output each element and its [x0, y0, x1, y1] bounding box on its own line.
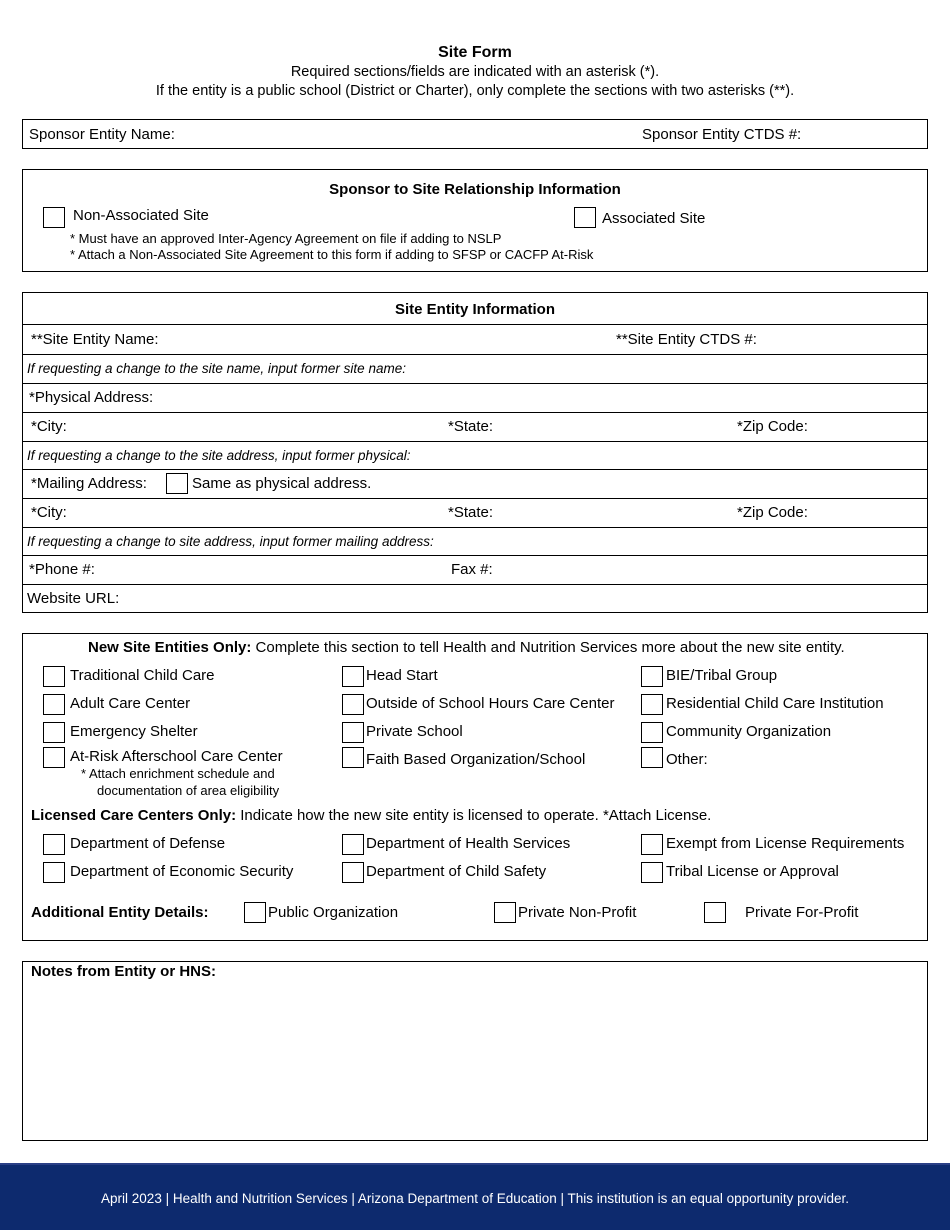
new-site-intro-bold: New Site Entities Only:	[88, 639, 252, 656]
mailing-zip-field[interactable]: *Zip Code:	[737, 504, 808, 521]
relationship-section	[22, 169, 928, 272]
physical-address-field[interactable]: *Physical Address:	[29, 389, 154, 406]
former-mailing-field[interactable]: If requesting a change to site address, input former mailing address:	[27, 533, 434, 549]
sponsor-entity-ctds-field[interactable]: Sponsor Entity CTDS #:	[642, 126, 802, 143]
other-label: Other:	[666, 751, 708, 768]
traditional-child-care-checkbox[interactable]	[43, 666, 65, 687]
dept-child-safety-checkbox[interactable]	[342, 862, 364, 883]
instructions-line-2: If the entity is a public school (District or Charter), only complete the sections with two asterisks (**).	[155, 83, 795, 99]
mailing-state-field[interactable]: *State:	[448, 504, 494, 521]
notes-label: Notes from Entity or HNS:	[31, 963, 217, 980]
mailing-city-row	[23, 498, 927, 527]
phone-field[interactable]: *Phone #:	[29, 561, 95, 578]
former-name-row	[23, 354, 927, 383]
faith-based-checkbox[interactable]	[342, 747, 364, 768]
head-start-label: Head Start	[366, 667, 438, 684]
associated-site-checkbox[interactable]	[574, 207, 596, 228]
tribal-license-label: Tribal License or Approval	[666, 863, 839, 880]
private-school-label: Private School	[366, 723, 463, 740]
bie-tribal-checkbox[interactable]	[641, 666, 663, 687]
sponsor-section	[22, 119, 928, 149]
relationship-note-1: * Must have an approved Inter-Agency Agreement on file if adding to NSLP	[70, 231, 502, 246]
private-non-profit-checkbox[interactable]	[494, 902, 516, 923]
mailing-city-field[interactable]: *City:	[31, 504, 67, 521]
website-url-field[interactable]: Website URL:	[27, 590, 120, 607]
public-organization-label: Public Organization	[268, 904, 399, 921]
dept-child-safety-label: Department of Child Safety	[366, 863, 547, 880]
former-physical-field[interactable]: If requesting a change to the site address, input former physical:	[27, 447, 411, 463]
residential-child-care-label: Residential Child Care Institution	[666, 695, 884, 712]
other-checkbox[interactable]	[641, 747, 663, 768]
licensed-intro-bold: Licensed Care Centers Only:	[31, 807, 237, 824]
bie-tribal-label: BIE/Tribal Group	[666, 667, 778, 684]
private-school-checkbox[interactable]	[342, 722, 364, 743]
dept-economic-security-label: Department of Economic Security	[70, 863, 294, 880]
form-header	[0, 43, 950, 101]
physical-zip-field[interactable]: *Zip Code:	[737, 418, 808, 435]
at-risk-afterschool-checkbox[interactable]	[43, 747, 65, 768]
head-start-checkbox[interactable]	[342, 666, 364, 687]
community-organization-label: Community Organization	[666, 723, 832, 740]
dept-health-services-label: Department of Health Services	[366, 835, 571, 852]
site-entity-name-row	[23, 324, 927, 354]
footer-text: April 2023 | Health and Nutrition Services | Arizona Department of Education | This institution is an equal opportunity provider.	[101, 1191, 849, 1206]
same-as-physical-label: Same as physical address.	[192, 475, 372, 492]
outside-school-hours-label: Outside of School Hours Care Center	[366, 695, 615, 712]
private-for-profit-label: Private For-Profit	[745, 904, 859, 921]
at-risk-note-2: documentation of area eligibility	[97, 783, 280, 798]
former-physical-row	[23, 441, 927, 469]
site-entity-name-field[interactable]: **Site Entity Name:	[31, 330, 159, 348]
mailing-address-row	[23, 469, 927, 498]
emergency-shelter-checkbox[interactable]	[43, 722, 65, 743]
adult-care-center-checkbox[interactable]	[43, 694, 65, 715]
phone-row	[23, 555, 927, 584]
page-footer	[0, 1163, 950, 1230]
dept-economic-security-checkbox[interactable]	[43, 862, 65, 883]
additional-details-label: Additional Entity Details:	[31, 904, 209, 921]
residential-child-care-checkbox[interactable]	[641, 694, 663, 715]
instructions-line-1: Required sections/fields are indicated with an asterisk (*).	[290, 64, 660, 80]
non-associated-site-label: Non-Associated Site	[73, 207, 209, 224]
site-entity-section	[22, 292, 928, 613]
exempt-license-label: Exempt from License Requirements	[666, 835, 905, 852]
former-mailing-row	[23, 527, 927, 555]
relationship-title: Sponsor to Site Relationship Information	[329, 181, 621, 198]
mailing-address-field[interactable]: *Mailing Address:	[31, 475, 147, 492]
faith-based-label: Faith Based Organization/School	[366, 751, 586, 768]
outside-school-hours-checkbox[interactable]	[342, 694, 364, 715]
new-site-intro	[88, 639, 845, 657]
page-title: Site Form	[438, 44, 512, 61]
new-site-intro-text: Complete this section to tell Health and Nutrition Services more about the new site entity.	[251, 639, 845, 656]
site-entity-title: Site Entity Information	[394, 301, 555, 318]
at-risk-afterschool-label: At-Risk Afterschool Care Center	[70, 748, 283, 765]
private-for-profit-checkbox[interactable]	[704, 902, 726, 923]
tribal-license-checkbox[interactable]	[641, 862, 663, 883]
traditional-child-care-label: Traditional Child Care	[70, 667, 215, 684]
public-organization-checkbox[interactable]	[244, 902, 266, 923]
dept-health-services-checkbox[interactable]	[342, 834, 364, 855]
dept-defense-label: Department of Defense	[70, 835, 226, 852]
sponsor-entity-name-field[interactable]: Sponsor Entity Name:	[29, 126, 175, 143]
physical-city-field[interactable]: *City:	[31, 418, 67, 435]
licensed-intro-text: Indicate how the new site entity is licensed to operate. *Attach License.	[236, 807, 712, 824]
emergency-shelter-label: Emergency Shelter	[70, 723, 198, 740]
exempt-license-checkbox[interactable]	[641, 834, 663, 855]
community-organization-checkbox[interactable]	[641, 722, 663, 743]
physical-state-field[interactable]: *State:	[448, 418, 494, 435]
notes-section[interactable]	[22, 961, 928, 1141]
adult-care-center-label: Adult Care Center	[70, 695, 191, 712]
new-site-section	[22, 633, 928, 941]
website-row	[23, 584, 927, 613]
associated-site-label: Associated Site	[602, 210, 706, 227]
dept-defense-checkbox[interactable]	[43, 834, 65, 855]
licensed-intro	[31, 807, 711, 825]
non-associated-site-checkbox[interactable]	[43, 207, 65, 228]
private-non-profit-label: Private Non-Profit	[518, 904, 637, 921]
physical-address-row	[23, 383, 927, 412]
former-site-name-field[interactable]: If requesting a change to the site name, input former site name:	[27, 361, 406, 376]
physical-city-row	[23, 412, 927, 441]
same-as-physical-checkbox[interactable]	[166, 473, 188, 494]
relationship-note-2: * Attach a Non-Associated Site Agreement to this form if adding to SFSP or CACFP At-Risk	[70, 247, 594, 262]
fax-field[interactable]: Fax #:	[451, 561, 493, 578]
at-risk-note-1: * Attach enrichment schedule and	[81, 766, 275, 781]
site-entity-ctds-field[interactable]: **Site Entity CTDS #:	[616, 330, 757, 348]
